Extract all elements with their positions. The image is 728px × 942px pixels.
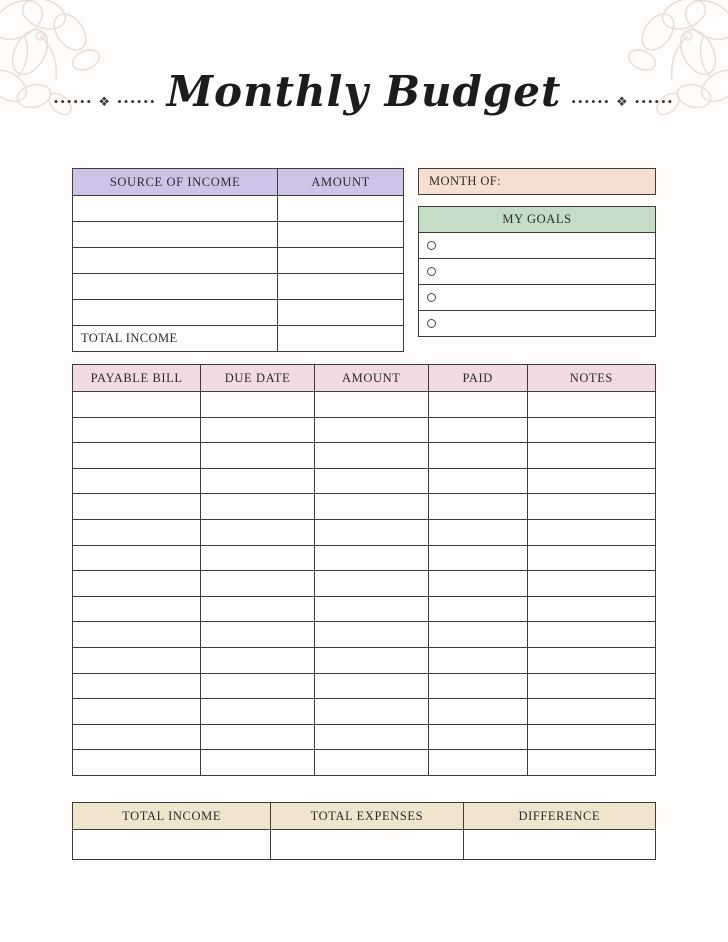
- notes-cell[interactable]: [527, 750, 655, 776]
- bill-cell[interactable]: [73, 494, 201, 520]
- due-date-cell[interactable]: [201, 443, 315, 469]
- difference-value[interactable]: [463, 830, 655, 860]
- income-amount-cell[interactable]: [278, 300, 404, 326]
- due-date-cell[interactable]: [201, 571, 315, 597]
- bill-cell[interactable]: [73, 647, 201, 673]
- income-source-cell[interactable]: [73, 274, 278, 300]
- notes-cell[interactable]: [527, 647, 655, 673]
- bill-cell[interactable]: [73, 443, 201, 469]
- table-row: [73, 830, 656, 860]
- amount-cell[interactable]: [314, 571, 428, 597]
- table-row: [73, 724, 656, 750]
- notes-cell[interactable]: [527, 494, 655, 520]
- notes-cell[interactable]: [527, 699, 655, 725]
- goals-title: MY GOALS: [418, 206, 656, 233]
- notes-cell[interactable]: [527, 673, 655, 699]
- amount-cell[interactable]: [314, 647, 428, 673]
- bill-cell[interactable]: [73, 673, 201, 699]
- amount-cell[interactable]: [314, 545, 428, 571]
- list-item[interactable]: [418, 285, 656, 311]
- table-row: [73, 699, 656, 725]
- due-date-cell[interactable]: [201, 724, 315, 750]
- income-header-source: SOURCE OF INCOME: [73, 169, 278, 196]
- list-item[interactable]: [418, 259, 656, 285]
- income-amount-cell[interactable]: [278, 248, 404, 274]
- page-title-text: Monthly Budget: [166, 67, 562, 116]
- paid-cell[interactable]: [428, 622, 527, 648]
- bill-cell[interactable]: [73, 571, 201, 597]
- amount-cell[interactable]: [314, 724, 428, 750]
- income-header-amount: AMOUNT: [278, 169, 404, 196]
- payable-bills-table: [72, 364, 656, 776]
- paid-cell[interactable]: [428, 545, 527, 571]
- paid-cell[interactable]: [428, 673, 527, 699]
- bill-cell[interactable]: [73, 519, 201, 545]
- income-total-row: [73, 326, 404, 352]
- paid-cell[interactable]: [428, 699, 527, 725]
- due-date-cell[interactable]: [201, 494, 315, 520]
- circle-checkbox-icon[interactable]: [427, 293, 436, 302]
- list-item[interactable]: [418, 233, 656, 259]
- circle-checkbox-icon[interactable]: [427, 241, 436, 250]
- notes-cell[interactable]: [527, 392, 655, 418]
- bill-cell[interactable]: [73, 622, 201, 648]
- amount-cell[interactable]: [314, 417, 428, 443]
- table-row: [73, 392, 656, 418]
- table-row: [73, 571, 656, 597]
- bills-header-due-date: DUE DATE: [201, 365, 315, 392]
- month-of-label: MONTH OF:: [418, 168, 656, 195]
- totals-table: [72, 802, 656, 860]
- bills-header-amount: AMOUNT: [314, 365, 428, 392]
- income-table: [72, 168, 404, 352]
- notes-cell[interactable]: [527, 443, 655, 469]
- due-date-cell[interactable]: [201, 750, 315, 776]
- table-row: [73, 196, 404, 222]
- paid-cell[interactable]: [428, 417, 527, 443]
- table-row: [73, 443, 656, 469]
- table-row: [73, 673, 656, 699]
- due-date-cell[interactable]: [201, 673, 315, 699]
- notes-cell[interactable]: [527, 417, 655, 443]
- table-row: [73, 519, 656, 545]
- income-total-value[interactable]: [278, 326, 404, 352]
- bill-cell[interactable]: [73, 596, 201, 622]
- income-table-header-row: [73, 169, 404, 196]
- amount-cell[interactable]: [314, 699, 428, 725]
- table-row: [73, 222, 404, 248]
- table-row: [73, 274, 404, 300]
- circle-checkbox-icon[interactable]: [427, 319, 436, 328]
- table-row: [73, 468, 656, 494]
- paid-cell[interactable]: [428, 392, 527, 418]
- income-source-cell[interactable]: [73, 248, 278, 274]
- bills-header-bill: PAYABLE BILL: [73, 365, 201, 392]
- notes-cell[interactable]: [527, 596, 655, 622]
- totals-header-row: [73, 803, 656, 830]
- table-row: [73, 300, 404, 326]
- due-date-cell[interactable]: [201, 699, 315, 725]
- table-row: [73, 596, 656, 622]
- totals-header-difference: DIFFERENCE: [463, 803, 655, 830]
- notes-cell[interactable]: [527, 571, 655, 597]
- page-title: [0, 62, 728, 132]
- due-date-cell[interactable]: [201, 417, 315, 443]
- amount-cell[interactable]: [314, 494, 428, 520]
- due-date-cell[interactable]: [201, 468, 315, 494]
- totals-header-expenses: TOTAL EXPENSES: [271, 803, 463, 830]
- paid-cell[interactable]: [428, 647, 527, 673]
- amount-cell[interactable]: [314, 750, 428, 776]
- income-source-cell[interactable]: [73, 222, 278, 248]
- bill-cell[interactable]: [73, 468, 201, 494]
- bill-cell[interactable]: [73, 750, 201, 776]
- list-item[interactable]: [418, 311, 656, 337]
- paid-cell[interactable]: [428, 571, 527, 597]
- paid-cell[interactable]: [428, 468, 527, 494]
- totals-header-income: TOTAL INCOME: [73, 803, 271, 830]
- notes-cell[interactable]: [527, 545, 655, 571]
- amount-cell[interactable]: [314, 392, 428, 418]
- due-date-cell[interactable]: [201, 596, 315, 622]
- paid-cell[interactable]: [428, 443, 527, 469]
- amount-cell[interactable]: [314, 519, 428, 545]
- due-date-cell[interactable]: [201, 519, 315, 545]
- amount-cell[interactable]: [314, 673, 428, 699]
- table-row: [73, 248, 404, 274]
- title-ornament-left: •••••• ❖ ••••••: [53, 94, 157, 110]
- income-amount-cell[interactable]: [278, 222, 404, 248]
- amount-cell[interactable]: [314, 622, 428, 648]
- paid-cell[interactable]: [428, 494, 527, 520]
- due-date-cell[interactable]: [201, 545, 315, 571]
- due-date-cell[interactable]: [201, 647, 315, 673]
- title-ornament-right: •••••• ❖ ••••••: [571, 94, 675, 110]
- goals-section: [418, 206, 656, 337]
- amount-cell[interactable]: [314, 596, 428, 622]
- bill-cell[interactable]: [73, 392, 201, 418]
- notes-cell[interactable]: [527, 468, 655, 494]
- month-of-field[interactable]: [418, 168, 656, 195]
- income-total-label: TOTAL INCOME: [73, 326, 278, 352]
- income-source-cell[interactable]: [73, 196, 278, 222]
- amount-cell[interactable]: [314, 468, 428, 494]
- income-source-cell[interactable]: [73, 300, 278, 326]
- bills-table-header-row: [73, 365, 656, 392]
- paid-cell[interactable]: [428, 519, 527, 545]
- due-date-cell[interactable]: [201, 392, 315, 418]
- bill-cell[interactable]: [73, 724, 201, 750]
- bills-header-notes: NOTES: [527, 365, 655, 392]
- table-row: [73, 750, 656, 776]
- bills-header-paid: PAID: [428, 365, 527, 392]
- bill-cell[interactable]: [73, 545, 201, 571]
- income-amount-cell[interactable]: [278, 274, 404, 300]
- table-row: [73, 545, 656, 571]
- due-date-cell[interactable]: [201, 622, 315, 648]
- notes-cell[interactable]: [527, 724, 655, 750]
- total-expenses-value[interactable]: [271, 830, 463, 860]
- table-row: [73, 622, 656, 648]
- bill-cell[interactable]: [73, 699, 201, 725]
- circle-checkbox-icon[interactable]: [427, 267, 436, 276]
- paid-cell[interactable]: [428, 750, 527, 776]
- bill-cell[interactable]: [73, 417, 201, 443]
- table-row: [73, 417, 656, 443]
- table-row: [73, 494, 656, 520]
- paid-cell[interactable]: [428, 596, 527, 622]
- notes-cell[interactable]: [527, 622, 655, 648]
- income-amount-cell[interactable]: [278, 196, 404, 222]
- bills-table-body: [73, 392, 656, 776]
- table-row: [73, 647, 656, 673]
- total-income-value[interactable]: [73, 830, 271, 860]
- notes-cell[interactable]: [527, 519, 655, 545]
- paid-cell[interactable]: [428, 724, 527, 750]
- amount-cell[interactable]: [314, 443, 428, 469]
